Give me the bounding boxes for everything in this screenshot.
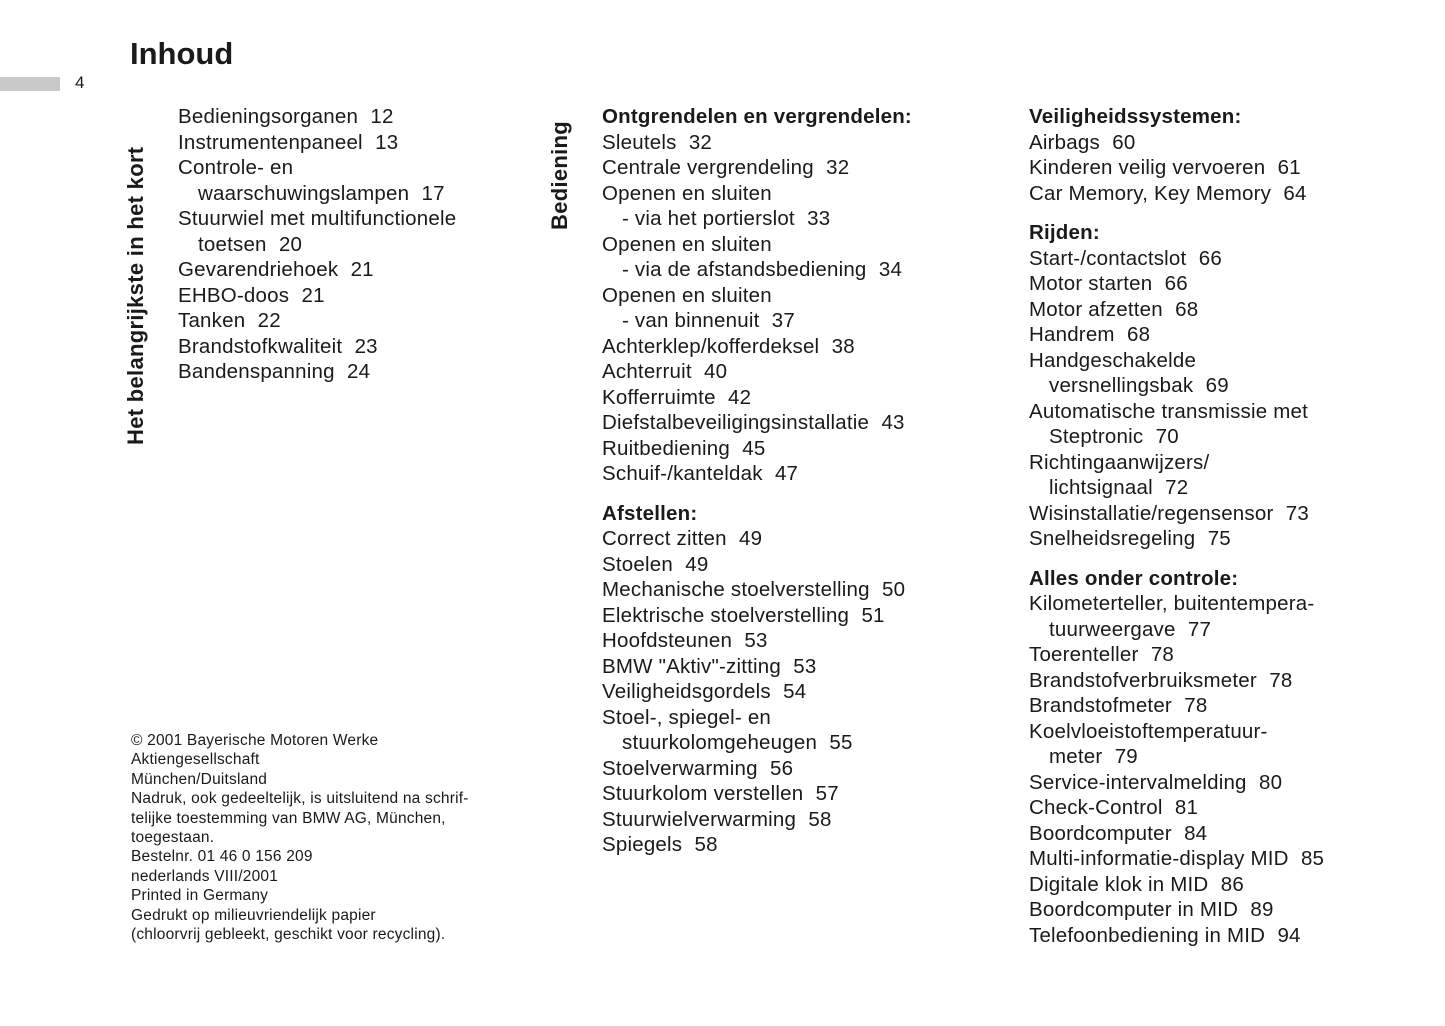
toc-entry [178,257,548,283]
toc-entry-title: tuurweergave [1049,617,1176,641]
toc-entry [1029,617,1439,643]
imprint-line: Gedrukt op milieuvriendelijk papier [131,906,376,924]
toc-entry-title: Service-intervalmelding [1029,770,1247,794]
toc-entry-page: 58 [808,807,832,831]
toc-entry [1029,668,1439,694]
toc-entry-page: 75 [1207,527,1231,550]
toc-entry [602,552,1002,578]
toc-entry-title: Brandstofmeter [1029,694,1172,717]
toc-entry-title: Richtingaanwijzers/ [1029,450,1210,474]
toc-entry-page: 49 [685,552,709,576]
toc-entry-title: Achterruit [602,360,692,383]
toc-entry-title: Spiegels [602,833,683,856]
toc-entry-title: stuurkolomgeheugen [622,731,818,754]
imprint-line: nederlands VIII/2001 [131,867,279,885]
toc-entry [1029,450,1439,476]
imprint-line: München/Duitsland [131,770,268,788]
toc-entry-title: Correct zitten [602,527,727,550]
toc-entry-title: toetsen [198,232,267,256]
toc-entry-title: versnellingsbak [1049,374,1194,397]
toc-entry [602,308,1002,334]
toc-entry [1029,795,1439,821]
imprint-line: (chloorvrij gebleekt, geschikt voor recycling). [131,926,446,944]
toc-entry [1029,872,1439,898]
toc-entry-title: - van binnenuit [622,309,760,332]
toc-entry-page: 45 [742,436,766,460]
toc-entry [178,206,548,232]
toc-entry [1029,348,1439,374]
toc-entry [1029,155,1439,181]
toc-entry-title: Sleutels [602,130,677,154]
toc-entry-title: Centrale vergrendeling [602,156,814,179]
toc-entry-page: 85 [1300,847,1325,870]
toc-entry-title: Ruitbediening [602,436,730,460]
toc-entry [1029,475,1439,501]
toc-entry-title: Steptronic [1049,425,1144,448]
toc-entry-page: 50 [881,578,906,601]
toc-entry-title: BMW "Aktiv"-zitting [602,654,781,678]
toc-entry-title: Hoofdsteunen [602,629,733,652]
toc-entry [178,334,548,360]
toc-entry [178,359,548,385]
toc-entry [602,781,1002,807]
toc-entry [602,410,1002,436]
toc-entry-title: waarschuwingslampen [198,181,410,205]
toc-entry-title: Achterklep/kofferdeksel [602,334,820,358]
toc-entry-title: Stuurkolom verstellen [602,782,804,805]
toc-entry-page: 68 [1175,297,1199,321]
toc-entry [602,654,1002,680]
toc-entry-page: 78 [1150,643,1175,666]
toc-entry-page: 60 [1112,130,1136,154]
toc-entry-title: Diefstalbeveiligingsinstallatie [602,411,870,434]
toc-entry-title: Handgeschakelde [1029,348,1197,372]
toc-entry-title: Car Memory, Key Memory [1029,181,1272,205]
toc-entry-title: Stoel-, spiegel- en [602,705,772,729]
toc-entry-page: 20 [278,232,303,256]
toc-entry [602,807,1002,833]
toc-entry-title: Start-/contactslot [1029,246,1187,270]
toc-entry-page: 23 [354,334,378,358]
imprint-line: Printed in Germany [131,887,269,905]
toc-entry-title: Check-Control [1029,796,1163,819]
toc-entry-title: Tanken [178,309,246,332]
toc-entry-page: 89 [1250,898,1274,921]
section-heading: Afstellen: [602,501,698,525]
page-title: Inhoud [130,36,234,71]
toc-entry-page: 22 [257,309,281,332]
toc-entry [178,181,548,207]
toc-entry-title: Gevarendriehoek [178,258,339,281]
side-label-operation: Bediening [547,120,572,230]
toc-entry [1029,399,1439,425]
toc-entry-title: Bedieningsorganen [178,105,359,128]
toc-entry-title: - via het portierslot [622,207,795,230]
toc-entry [1029,526,1439,552]
toc-entry [1029,846,1439,872]
toc-entry-page: 12 [370,105,394,128]
toc-entry-title: Veiligheidsgordels [602,680,771,703]
toc-entry [602,206,1002,232]
toc-list [1029,591,1439,948]
toc-entry-page: 38 [831,334,855,358]
toc-entry [178,104,548,130]
imprint-line: Aktiengesellschaft [131,751,260,769]
toc-list [1029,130,1439,207]
toc-entry-page: 86 [1220,872,1244,896]
toc-entry-title: Bandenspanning [178,360,335,383]
toc-entry-title: Schuif-/kanteldak [602,462,763,485]
toc-entry-page: 72 [1165,476,1189,499]
toc-entry-title: Brandstofkwaliteit [178,334,343,358]
toc-entry [602,130,1002,156]
toc-entry-title: Boordcomputer [1029,821,1172,845]
toc-entry [1029,130,1439,156]
toc-entry-title: Instrumentenpaneel [178,130,363,154]
toc-entry-title: Stuurwielverwarming [602,807,797,831]
toc-entry-page: 40 [704,360,728,383]
toc-entry-page: 42 [727,385,752,409]
section-heading: Veiligheidssystemen: [1029,105,1242,128]
toc-entry-page: 78 [1184,694,1208,717]
toc-entry [602,334,1002,360]
section-heading: Alles onder controle: [1029,566,1239,590]
toc-entry [602,577,1002,603]
toc-entry-page: 51 [861,603,885,627]
toc-column-3 [1029,104,1439,948]
toc-entry [178,283,548,309]
toc-entry-page: 66 [1198,246,1222,270]
toc-entry [1029,923,1439,949]
toc-entry-page: 32 [826,156,850,179]
toc-entry [1029,271,1439,297]
toc-entry-title: Kofferruimte [602,385,716,409]
toc-entry-page: 13 [375,130,399,154]
toc-entry [1029,181,1439,207]
toc-entry-page: 64 [1283,181,1307,205]
toc-list [178,104,548,385]
toc-entry [178,232,548,258]
toc-entry [1029,744,1439,770]
toc-list [602,130,1002,487]
toc-entry [1029,246,1439,272]
toc-entry [602,679,1002,705]
toc-entry-page: 21 [301,283,325,307]
toc-entry-title: Openen en sluiten [602,232,772,256]
toc-entry-title: Handrem [1029,323,1115,346]
toc-entry-title: - via de afstandsbediening [622,258,867,281]
toc-entry-title: Stoelen [602,552,673,576]
imprint-line: Nadruk, ook gedeeltelijk, is uitsluitend na schrif- [131,790,469,808]
toc-entry-page: 57 [815,782,839,805]
section-heading: Rijden: [1029,221,1100,244]
toc-entry-title: Toerenteller [1029,643,1139,666]
toc-entry-title: Boordcomputer in MID [1029,898,1239,921]
toc-entry-page: 66 [1164,272,1188,295]
toc-entry [602,705,1002,731]
toc-entry [602,359,1002,385]
toc-entry [1029,642,1439,668]
toc-entry-page: 53 [793,654,817,678]
toc-entry [1029,297,1439,323]
toc-entry [602,461,1002,487]
toc-entry-page: 43 [881,411,905,434]
toc-entry [602,436,1002,462]
toc-entry [602,730,1002,756]
toc-entry-title: Mechanische stoelverstelling [602,578,870,601]
toc-entry-title: Openen en sluiten [602,283,772,307]
toc-entry-title: Kinderen veilig vervoeren [1029,156,1266,179]
toc-entry [1029,897,1439,923]
toc-entry [1029,821,1439,847]
toc-entry [602,756,1002,782]
toc-entry-page: 79 [1114,745,1138,768]
toc-entry [602,283,1002,309]
toc-entry-page: 94 [1277,923,1301,947]
toc-entry-title: Elektrische stoelverstelling [602,603,850,627]
toc-entry-page: 17 [421,181,445,205]
toc-entry-page: 34 [878,258,903,281]
toc-entry-page: 55 [829,731,853,754]
toc-entry [1029,373,1439,399]
toc-entry [1029,591,1439,617]
imprint-line: toegestaan. [131,829,215,847]
toc-entry-page: 70 [1155,425,1179,448]
toc-entry-title: Kilometerteller, buitentempera- [1029,592,1315,615]
toc-entry-page: 81 [1174,796,1199,819]
toc-entry-page: 58 [694,833,718,856]
toc-entry-page: 68 [1127,323,1151,346]
toc-entry [602,181,1002,207]
toc-entry-page: 24 [347,360,371,383]
toc-entry [178,308,548,334]
imprint-block [131,731,551,944]
toc-entry-title: Brandstofverbruiksmeter [1029,668,1257,692]
toc-column-1 [178,104,548,385]
toc-entry-title: Wisinstallatie/regensensor [1029,501,1274,525]
toc-entry [1029,424,1439,450]
toc-entry-page: 69 [1205,374,1229,397]
side-label-quick-reference: Het belangrijkste in het kort [123,146,148,445]
toc-entry-title: Snelheidsregeling [1029,527,1196,550]
toc-entry [602,603,1002,629]
toc-entry-title: Controle- en [178,156,294,179]
imprint-line: Bestelnr. 01 46 0 156 209 [131,848,313,866]
toc-entry-title: Airbags [1029,130,1100,154]
toc-entry-page: 84 [1184,821,1208,845]
toc-entry-page: 33 [807,207,831,230]
toc-entry [602,155,1002,181]
toc-entry-title: lichtsignaal [1049,476,1153,499]
toc-entry [178,155,548,181]
toc-entry [178,130,548,156]
toc-entry-page: 78 [1269,668,1293,692]
imprint-line: © 2001 Bayerische Motoren Werke [131,732,379,749]
toc-entry [602,832,1002,858]
toc-entry-page: 32 [688,130,713,154]
page-number: 4 [75,73,85,92]
toc-entry [602,257,1002,283]
toc-entry-title: Motor starten [1029,272,1153,295]
toc-entry-page: 61 [1277,156,1301,179]
toc-entry [602,232,1002,258]
toc-entry [602,385,1002,411]
toc-entry-page: 49 [739,527,763,550]
toc-entry [1029,501,1439,527]
toc-entry-title: Koelvloeistoftemperatuur- [1029,719,1268,743]
toc-entry-title: Openen en sluiten [602,181,772,205]
section-heading: Ontgrendelen en vergrendelen: [602,105,912,128]
toc-entry-page: 37 [771,309,795,332]
toc-entry [602,628,1002,654]
toc-entry-page: 73 [1285,501,1309,525]
toc-entry-page: 47 [774,462,799,485]
toc-list [602,526,1002,858]
toc-entry-title: Telefoonbediening in MID [1029,923,1266,947]
toc-entry-title: Motor afzetten [1029,297,1163,321]
toc-entry-title: Digitale klok in MID [1029,872,1209,896]
toc-entry-page: 53 [744,629,768,652]
toc-entry [1029,693,1439,719]
toc-list [1029,246,1439,552]
toc-entry-title: Automatische transmissie met [1029,399,1309,423]
toc-entry-title: Stuurwiel met multifunctionele [178,207,457,230]
imprint-line: telijke toestemming van BMW AG, München, [131,809,446,827]
toc-entry [602,526,1002,552]
toc-entry-title: Stoelverwarming [602,756,758,780]
page-marker-bar [0,77,60,91]
toc-entry-page: 54 [783,680,807,703]
toc-column-2 [602,104,1002,858]
toc-entry [1029,770,1439,796]
toc-entry [1029,322,1439,348]
toc-entry-page: 77 [1187,617,1212,641]
toc-entry-title: Multi-informatie-display MID [1029,847,1289,870]
toc-entry-page: 80 [1258,770,1283,794]
toc-entry-title: EHBO-doos [178,283,290,307]
toc-entry [1029,719,1439,745]
toc-entry-page: 21 [350,258,374,281]
toc-entry-page: 56 [769,756,794,780]
toc-entry-title: meter [1049,745,1103,768]
